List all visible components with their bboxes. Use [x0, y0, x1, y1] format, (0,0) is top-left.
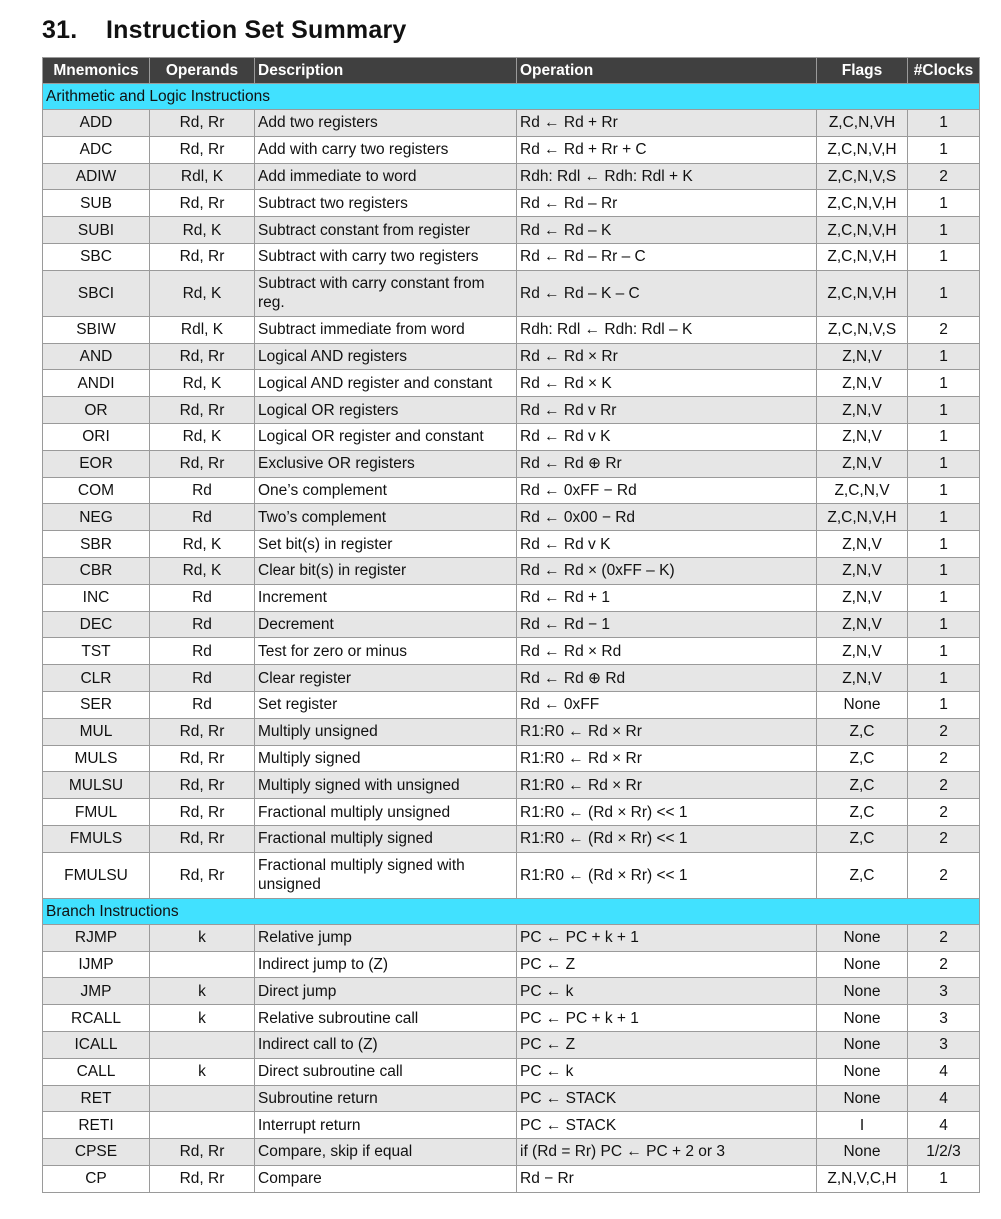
mnemonic-cell: RCALL	[43, 1005, 150, 1032]
mnemonic-cell: FMULS	[43, 825, 150, 852]
flags-cell: Z,C,N,V	[817, 477, 908, 504]
clocks-cell: 2	[908, 718, 980, 745]
instruction-table	[42, 57, 980, 1193]
table-row	[43, 1139, 980, 1166]
flags-cell: Z,N,V	[817, 343, 908, 370]
operands-cell: Rd, Rr	[150, 190, 255, 217]
table-row	[43, 1031, 980, 1058]
operation-cell: Rd ← Rd – K – C	[517, 270, 817, 316]
flags-cell: Z,C	[817, 745, 908, 772]
clocks-cell: 1	[908, 136, 980, 163]
mnemonic-cell: ANDI	[43, 370, 150, 397]
section-header-row	[43, 84, 980, 110]
clocks-cell: 2	[908, 799, 980, 826]
operation-cell: R1:R0 ← (Rd × Rr) << 1	[517, 825, 817, 852]
operation-cell: if (Rd = Rr) PC ← PC + 2 or 3	[517, 1139, 817, 1166]
mnemonic-cell: RJMP	[43, 924, 150, 951]
flags-cell: Z,C	[817, 799, 908, 826]
clocks-cell: 1/2/3	[908, 1139, 980, 1166]
clocks-cell: 4	[908, 1112, 980, 1139]
operation-cell: PC ← STACK	[517, 1085, 817, 1112]
description-cell: Compare	[255, 1165, 517, 1192]
operation-cell: R1:R0 ← Rd × Rr	[517, 745, 817, 772]
operation-cell: Rd ← Rd v K	[517, 531, 817, 558]
clocks-cell: 1	[908, 397, 980, 424]
description-cell: Exclusive OR registers	[255, 450, 517, 477]
table-row	[43, 270, 980, 316]
table-row	[43, 397, 980, 424]
description-cell: Subtract with carry constant from reg.	[255, 270, 517, 316]
table-row	[43, 343, 980, 370]
table-row	[43, 190, 980, 217]
flags-cell: Z,C,N,V,H	[817, 217, 908, 244]
description-cell: Test for zero or minus	[255, 638, 517, 665]
operation-cell: PC ← k	[517, 978, 817, 1005]
table-row	[43, 136, 980, 163]
description-cell: Direct subroutine call	[255, 1058, 517, 1085]
operands-cell: Rd	[150, 638, 255, 665]
mnemonic-cell: RETI	[43, 1112, 150, 1139]
operation-cell: PC ← Z	[517, 1031, 817, 1058]
operation-cell: PC ← PC + k + 1	[517, 924, 817, 951]
description-cell: Logical OR register and constant	[255, 423, 517, 450]
table-row	[43, 450, 980, 477]
table-row	[43, 217, 980, 244]
mnemonic-cell: EOR	[43, 450, 150, 477]
description-cell: Direct jump	[255, 978, 517, 1005]
clocks-cell: 1	[908, 243, 980, 270]
operands-cell: Rd, Rr	[150, 397, 255, 424]
operation-cell: Rd ← 0x00 − Rd	[517, 504, 817, 531]
page-heading	[42, 16, 407, 45]
operands-cell: Rd, K	[150, 270, 255, 316]
clocks-cell: 2	[908, 316, 980, 343]
description-cell: Relative subroutine call	[255, 1005, 517, 1032]
table-row	[43, 531, 980, 558]
clocks-cell: 1	[908, 477, 980, 504]
column-header-mnemonics: Mnemonics	[43, 58, 150, 84]
clocks-cell: 1	[908, 691, 980, 718]
mnemonic-cell: OR	[43, 397, 150, 424]
description-cell: Subroutine return	[255, 1085, 517, 1112]
mnemonic-cell: SBR	[43, 531, 150, 558]
operation-cell: Rd ← 0xFF	[517, 691, 817, 718]
operands-cell: Rd, Rr	[150, 772, 255, 799]
table-row	[43, 243, 980, 270]
description-cell: Multiply signed	[255, 745, 517, 772]
operands-cell: Rdl, K	[150, 316, 255, 343]
operands-cell: Rd	[150, 504, 255, 531]
mnemonic-cell: FMUL	[43, 799, 150, 826]
column-header-operation: Operation	[517, 58, 817, 84]
operation-cell: R1:R0 ← Rd × Rr	[517, 718, 817, 745]
mnemonic-cell: SBC	[43, 243, 150, 270]
table-row	[43, 1005, 980, 1032]
operands-cell: Rd, Rr	[150, 1139, 255, 1166]
table-row	[43, 1085, 980, 1112]
description-cell: Add immediate to word	[255, 163, 517, 190]
clocks-cell: 1	[908, 270, 980, 316]
operation-cell: Rd ← Rd – Rr – C	[517, 243, 817, 270]
mnemonic-cell: SBCI	[43, 270, 150, 316]
operation-cell: Rdh: Rdl ← Rdh: Rdl – K	[517, 316, 817, 343]
clocks-cell: 2	[908, 924, 980, 951]
operation-cell: Rd ← Rd ⊕ Rd	[517, 665, 817, 692]
table-row	[43, 718, 980, 745]
flags-cell: Z,C,N,V,H	[817, 270, 908, 316]
mnemonic-cell: MULS	[43, 745, 150, 772]
mnemonic-cell: ADC	[43, 136, 150, 163]
column-header-clocks: #Clocks	[908, 58, 980, 84]
operands-cell: Rd, K	[150, 370, 255, 397]
operands-cell: Rd	[150, 691, 255, 718]
mnemonic-cell: ADD	[43, 110, 150, 137]
mnemonic-cell: CBR	[43, 557, 150, 584]
operands-cell	[150, 1031, 255, 1058]
operands-cell: Rd, Rr	[150, 1165, 255, 1192]
mnemonic-cell: ORI	[43, 423, 150, 450]
clocks-cell: 1	[908, 557, 980, 584]
mnemonic-cell: SER	[43, 691, 150, 718]
flags-cell: None	[817, 1058, 908, 1085]
operands-cell: k	[150, 924, 255, 951]
operation-cell: Rd ← Rd + Rr	[517, 110, 817, 137]
flags-cell: Z,C	[817, 718, 908, 745]
flags-cell: Z,C	[817, 852, 908, 898]
table-row	[43, 477, 980, 504]
operands-cell: k	[150, 1005, 255, 1032]
description-cell: Subtract with carry two registers	[255, 243, 517, 270]
flags-cell: Z,N,V	[817, 531, 908, 558]
mnemonic-cell: CP	[43, 1165, 150, 1192]
mnemonic-cell: DEC	[43, 611, 150, 638]
clocks-cell: 2	[908, 163, 980, 190]
flags-cell: Z,N,V	[817, 450, 908, 477]
table-row	[43, 665, 980, 692]
mnemonic-cell: ICALL	[43, 1031, 150, 1058]
description-cell: Relative jump	[255, 924, 517, 951]
flags-cell: Z,N,V	[817, 665, 908, 692]
operation-cell: Rd ← Rd – K	[517, 217, 817, 244]
mnemonic-cell: ADIW	[43, 163, 150, 190]
section-title: Branch Instructions	[43, 898, 980, 924]
description-cell: One’s complement	[255, 477, 517, 504]
flags-cell: Z,N,V	[817, 370, 908, 397]
operation-cell: PC ← PC + k + 1	[517, 1005, 817, 1032]
flags-cell: Z,C,N,V,H	[817, 504, 908, 531]
description-cell: Fractional multiply signed	[255, 825, 517, 852]
table-row	[43, 1112, 980, 1139]
operation-cell: Rd ← Rd – Rr	[517, 190, 817, 217]
operands-cell: Rd	[150, 477, 255, 504]
operation-cell: Rd ← Rd ⊕ Rr	[517, 450, 817, 477]
mnemonic-cell: MULSU	[43, 772, 150, 799]
section-title: Arithmetic and Logic Instructions	[43, 84, 980, 110]
flags-cell: Z,N,V	[817, 397, 908, 424]
page-title: Instruction Set Summary	[106, 16, 407, 44]
operands-cell: Rd, Rr	[150, 110, 255, 137]
table-header-row	[43, 58, 980, 84]
flags-cell: Z,C	[817, 825, 908, 852]
mnemonic-cell: CPSE	[43, 1139, 150, 1166]
operands-cell: Rd, K	[150, 557, 255, 584]
operation-cell: Rd ← Rd × K	[517, 370, 817, 397]
table-row	[43, 978, 980, 1005]
description-cell: Clear bit(s) in register	[255, 557, 517, 584]
clocks-cell: 4	[908, 1085, 980, 1112]
clocks-cell: 2	[908, 951, 980, 978]
description-cell: Two’s complement	[255, 504, 517, 531]
flags-cell: None	[817, 951, 908, 978]
table-row	[43, 825, 980, 852]
description-cell: Logical AND register and constant	[255, 370, 517, 397]
operands-cell: Rd, Rr	[150, 136, 255, 163]
mnemonic-cell: SBIW	[43, 316, 150, 343]
operation-cell: Rd ← Rd v Rr	[517, 397, 817, 424]
table-row	[43, 852, 980, 898]
table-row	[43, 772, 980, 799]
description-cell: Subtract constant from register	[255, 217, 517, 244]
operands-cell: Rd	[150, 611, 255, 638]
flags-cell: Z,C,N,V,S	[817, 316, 908, 343]
description-cell: Multiply signed with unsigned	[255, 772, 517, 799]
operation-cell: R1:R0 ← (Rd × Rr) << 1	[517, 852, 817, 898]
operands-cell: Rd, Rr	[150, 825, 255, 852]
flags-cell: None	[817, 924, 908, 951]
operands-cell: Rd, Rr	[150, 343, 255, 370]
table-row	[43, 638, 980, 665]
flags-cell: Z,N,V	[817, 638, 908, 665]
clocks-cell: 2	[908, 825, 980, 852]
table-row	[43, 691, 980, 718]
operation-cell: Rdh: Rdl ← Rdh: Rdl + K	[517, 163, 817, 190]
flags-cell: Z,C,N,V,H	[817, 190, 908, 217]
table-row	[43, 370, 980, 397]
flags-cell: Z,C,N,V,H	[817, 243, 908, 270]
clocks-cell: 1	[908, 190, 980, 217]
description-cell: Indirect call to (Z)	[255, 1031, 517, 1058]
clocks-cell: 1	[908, 343, 980, 370]
description-cell: Clear register	[255, 665, 517, 692]
clocks-cell: 2	[908, 745, 980, 772]
table-row	[43, 745, 980, 772]
section-number: 31.	[42, 16, 78, 44]
description-cell: Increment	[255, 584, 517, 611]
operands-cell: Rd, Rr	[150, 243, 255, 270]
operation-cell: Rd ← Rd × Rr	[517, 343, 817, 370]
table-row	[43, 316, 980, 343]
clocks-cell: 4	[908, 1058, 980, 1085]
mnemonic-cell: AND	[43, 343, 150, 370]
operation-cell: Rd ← Rd + Rr + C	[517, 136, 817, 163]
operation-cell: Rd ← Rd v K	[517, 423, 817, 450]
flags-cell: I	[817, 1112, 908, 1139]
description-cell: Logical OR registers	[255, 397, 517, 424]
operation-cell: PC ← k	[517, 1058, 817, 1085]
clocks-cell: 1	[908, 110, 980, 137]
mnemonic-cell: MUL	[43, 718, 150, 745]
description-cell: Fractional multiply signed with unsigned	[255, 852, 517, 898]
flags-cell: None	[817, 1031, 908, 1058]
description-cell: Decrement	[255, 611, 517, 638]
operands-cell	[150, 951, 255, 978]
table-row	[43, 163, 980, 190]
mnemonic-cell: NEG	[43, 504, 150, 531]
description-cell: Add with carry two registers	[255, 136, 517, 163]
table-row	[43, 924, 980, 951]
clocks-cell: 3	[908, 978, 980, 1005]
description-cell: Add two registers	[255, 110, 517, 137]
flags-cell: Z,C,N,V,S	[817, 163, 908, 190]
operation-cell: Rd − Rr	[517, 1165, 817, 1192]
mnemonic-cell: COM	[43, 477, 150, 504]
description-cell: Fractional multiply unsigned	[255, 799, 517, 826]
flags-cell: Z,C,N,VH	[817, 110, 908, 137]
flags-cell: Z,N,V	[817, 557, 908, 584]
flags-cell: Z,N,V,C,H	[817, 1165, 908, 1192]
operands-cell	[150, 1085, 255, 1112]
clocks-cell: 1	[908, 423, 980, 450]
table-row	[43, 611, 980, 638]
flags-cell: Z,C	[817, 772, 908, 799]
operation-cell: PC ← Z	[517, 951, 817, 978]
operands-cell: Rd, Rr	[150, 852, 255, 898]
operands-cell: Rd, Rr	[150, 745, 255, 772]
mnemonic-cell: CLR	[43, 665, 150, 692]
operands-cell: Rdl, K	[150, 163, 255, 190]
flags-cell: None	[817, 1139, 908, 1166]
operation-cell: Rd ← 0xFF − Rd	[517, 477, 817, 504]
description-cell: Subtract immediate from word	[255, 316, 517, 343]
flags-cell: Z,C,N,V,H	[817, 136, 908, 163]
table-row	[43, 799, 980, 826]
table-body	[43, 84, 980, 1193]
clocks-cell: 1	[908, 611, 980, 638]
section-header-row	[43, 898, 980, 924]
mnemonic-cell: IJMP	[43, 951, 150, 978]
description-cell: Set bit(s) in register	[255, 531, 517, 558]
flags-cell: None	[817, 978, 908, 1005]
operation-cell: Rd ← Rd + 1	[517, 584, 817, 611]
table-row	[43, 584, 980, 611]
mnemonic-cell: SUB	[43, 190, 150, 217]
operands-cell: Rd, K	[150, 423, 255, 450]
clocks-cell: 2	[908, 772, 980, 799]
description-cell: Multiply unsigned	[255, 718, 517, 745]
mnemonic-cell: FMULSU	[43, 852, 150, 898]
flags-cell: None	[817, 1005, 908, 1032]
operands-cell: Rd, K	[150, 217, 255, 244]
description-cell: Logical AND registers	[255, 343, 517, 370]
table-row	[43, 1058, 980, 1085]
description-cell: Compare, skip if equal	[255, 1139, 517, 1166]
table-row	[43, 557, 980, 584]
operands-cell: Rd	[150, 665, 255, 692]
clocks-cell: 1	[908, 638, 980, 665]
mnemonic-cell: SUBI	[43, 217, 150, 244]
description-cell: Set register	[255, 691, 517, 718]
flags-cell: Z,N,V	[817, 611, 908, 638]
clocks-cell: 1	[908, 665, 980, 692]
flags-cell: None	[817, 1085, 908, 1112]
flags-cell: Z,N,V	[817, 423, 908, 450]
clocks-cell: 2	[908, 852, 980, 898]
operands-cell: k	[150, 978, 255, 1005]
clocks-cell: 1	[908, 450, 980, 477]
operation-cell: Rd ← Rd × (0xFF – K)	[517, 557, 817, 584]
operation-cell: R1:R0 ← Rd × Rr	[517, 772, 817, 799]
operands-cell: Rd	[150, 584, 255, 611]
mnemonic-cell: JMP	[43, 978, 150, 1005]
table-row	[43, 110, 980, 137]
clocks-cell: 1	[908, 584, 980, 611]
flags-cell: None	[817, 691, 908, 718]
description-cell: Interrupt return	[255, 1112, 517, 1139]
clocks-cell: 3	[908, 1031, 980, 1058]
clocks-cell: 1	[908, 370, 980, 397]
operation-cell: Rd ← Rd − 1	[517, 611, 817, 638]
operands-cell: k	[150, 1058, 255, 1085]
clocks-cell: 1	[908, 1165, 980, 1192]
clocks-cell: 1	[908, 531, 980, 558]
operands-cell: Rd, K	[150, 531, 255, 558]
mnemonic-cell: TST	[43, 638, 150, 665]
operands-cell: Rd, Rr	[150, 450, 255, 477]
operands-cell: Rd, Rr	[150, 799, 255, 826]
operation-cell: R1:R0 ← (Rd × Rr) << 1	[517, 799, 817, 826]
operation-cell: PC ← STACK	[517, 1112, 817, 1139]
description-cell: Indirect jump to (Z)	[255, 951, 517, 978]
mnemonic-cell: INC	[43, 584, 150, 611]
clocks-cell: 1	[908, 504, 980, 531]
table-row	[43, 504, 980, 531]
operands-cell	[150, 1112, 255, 1139]
mnemonic-cell: CALL	[43, 1058, 150, 1085]
table-row	[43, 1165, 980, 1192]
operands-cell: Rd, Rr	[150, 718, 255, 745]
mnemonic-cell: RET	[43, 1085, 150, 1112]
flags-cell: Z,N,V	[817, 584, 908, 611]
clocks-cell: 1	[908, 217, 980, 244]
operation-cell: Rd ← Rd × Rd	[517, 638, 817, 665]
table-row	[43, 423, 980, 450]
column-header-description: Description	[255, 58, 517, 84]
column-header-flags: Flags	[817, 58, 908, 84]
table-row	[43, 951, 980, 978]
column-header-operands: Operands	[150, 58, 255, 84]
description-cell: Subtract two registers	[255, 190, 517, 217]
clocks-cell: 3	[908, 1005, 980, 1032]
